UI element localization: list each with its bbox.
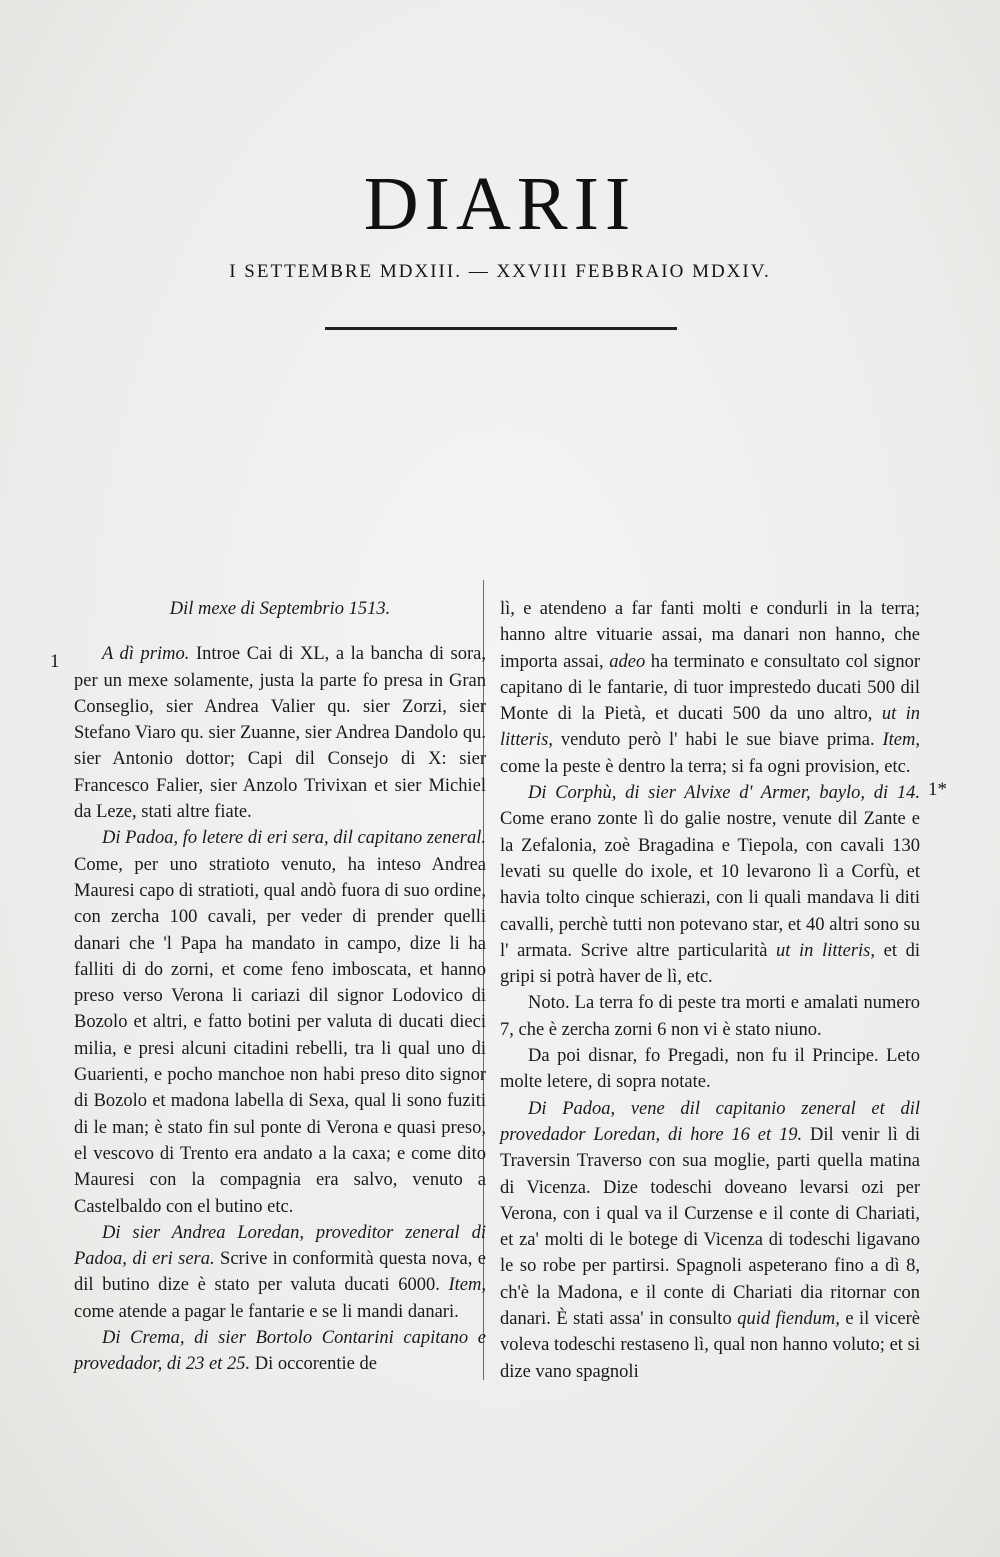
paragraph-text: venduto però l' habi le sue biave prima. bbox=[552, 730, 883, 751]
left-column bbox=[74, 596, 486, 1378]
right-column bbox=[500, 596, 920, 1385]
paragraph-lead: Di Padoa, vene dil capitanio zeneral et dil provedador Loredan, di hore 16 et 19. bbox=[500, 1098, 920, 1145]
paragraph: Da poi disnar, fo Pregadi, non fu il Principe. Leto molte letere, di sopra notate. bbox=[500, 1046, 920, 1093]
paragraph-text: Dil venir lì di Traversin Traverso con sua moglie, parti quella matina di Vicenza. Dize todeschi doveano levarsi ozi per Verona, con i qual va il Curzense e il conte di Chariati, et za' molti di le botege di Vicenza di todeschi ligavano le so robe per partirsi. Spagnoli aspeterano fino a dì 8, ch'è la Madona, e il conte di Chariati dia ritornar con danari. È stati assa' in consulto bbox=[500, 1124, 920, 1330]
page-title: DIARII bbox=[363, 162, 637, 246]
paragraph-text: come la peste è dentro la terra; si fa ogni provision, etc. bbox=[500, 756, 911, 777]
paragraph bbox=[74, 1220, 486, 1325]
paragraph bbox=[500, 780, 920, 990]
paragraph bbox=[74, 641, 486, 825]
paragraph-text: Di occorentie de bbox=[250, 1354, 377, 1375]
paragraph-italic: quid fiendum, bbox=[737, 1309, 840, 1330]
paragraph-text: lì, e atendeno a far fanti molti e condurli in la terra; hanno altre vituarie assai, ma danari non hanno, che importa assai, bbox=[500, 599, 920, 672]
paragraph-text: ha terminato e consultato col signor capitano di le fantarie, di tuor imprestedo ducati 500 dil Monte di la Pietà, et ducati 500 da uno altro, bbox=[500, 651, 920, 725]
paragraph-text: e il vicerè voleva todeschi restaseno lì, qual non hanno voluto; et si dize vano spagnoli bbox=[500, 1309, 920, 1382]
paragraph bbox=[74, 825, 486, 1219]
paragraph-text: come atende a pagar le fantarie e se li mandi danari. bbox=[74, 1301, 459, 1322]
paragraph-italic: Item, bbox=[882, 730, 920, 751]
title-rule bbox=[325, 327, 677, 330]
margin-number-right: 1* bbox=[928, 779, 947, 800]
section-heading: Dil mexe di Septembrio 1513. bbox=[169, 599, 391, 619]
date-range-subtitle: I SETTEMBRE MDXIII. — XXVIII FEBBRAIO MDXIV. bbox=[229, 261, 771, 282]
paragraph bbox=[500, 596, 920, 780]
paragraph-lead: Di Padoa, fo letere di eri sera, dil capitano zeneral. bbox=[102, 828, 486, 849]
paragraph-text: Introe Cai di XL, a la bancha di sora, per un mexe solamente, justa la parte fo presa in Gran Conseglio, sier Andrea Valier qu. sier Zorzi, sier Stefano Viaro qu. sier Zuanne, sier Andrea Dandolo qu. sier Antonio dottor; Capi dil Consejo di X: sier Francesco Falier, sier Anzolo Trivixan et sier Michiel da Leze, stati altre fiate. bbox=[74, 644, 487, 823]
margin-number-left: 1 bbox=[50, 651, 60, 672]
paragraph-lead: Di sier Andrea Loredan, proveditor zeneral di Padoa, di eri sera. bbox=[74, 1222, 486, 1270]
paragraph bbox=[74, 1325, 486, 1378]
paragraph bbox=[500, 1096, 920, 1385]
paragraph-italic: ut in litteris, bbox=[500, 704, 921, 751]
paragraph-italic: Item, bbox=[448, 1275, 486, 1296]
paragraph-text: Come erano zonte lì do galie nostre, venute dil Zante e la Zefalonia, zoè Bragadina e Tiepola, con cavali 130 levati su quelle do ixole, et 10 levarono lì a Corfù, et havia tolto cinque schierazi, con li quali mandava li diti cavalli, perchè tutti non potevano star, et 40 altri sono su l' armata. Scrive altre particularità bbox=[500, 809, 920, 961]
paragraph-text: Scrive in conformità questa nova, e dil butino dize è stato per valuta ducati 6000. bbox=[74, 1249, 486, 1296]
paragraph-lead: Di Crema, di sier Bortolo Contarini capitano e provedador, di 23 et 25. bbox=[74, 1328, 486, 1375]
paragraph-lead: A dì primo. bbox=[102, 644, 190, 665]
paragraph-italic: ut in litteris, bbox=[776, 940, 875, 961]
paragraph-text: Come, per uno stratioto venuto, ha inteso Andrea Mauresi capo di stratioti, qual andò fuora di suo ordine, con zercha 100 cavali, per veder di prender quelli danari che 'l Papa ha mandato in campo, dize li ha falliti di do zorni, et come feno imboscata, et hanno preso verso Verona li cariazi dil signor Lodovico di Bozolo et altri, e fatto botini per valuta di ducati dieci milia, e presi alcuni citadini rebelli, tra li qual uno di Guarienti, e pocho manchoe non habi preso dito signor di Bozolo et madona labella di Sexa, qual li sono fuziti di le man; è stato fin sul ponte di Verona e quasi preso, el vescovo di Trento era andato a la caxa; e come dito Mauresi con la compagnia era salvo, venuto a Castelbaldo con el butino etc. bbox=[74, 854, 486, 1217]
paragraph: Noto. La terra fo di peste tra morti e amalati numero 7, che è zercha zorni 6 non vi è stato niuno. bbox=[500, 993, 920, 1040]
paragraph-italic: adeo bbox=[609, 651, 646, 672]
paragraph-text: et di gripi si potrà haver de lì, etc. bbox=[500, 940, 920, 988]
paragraph-lead: Di Corphù, di sier Alvixe d' Armer, baylo, di 14. bbox=[528, 783, 920, 804]
